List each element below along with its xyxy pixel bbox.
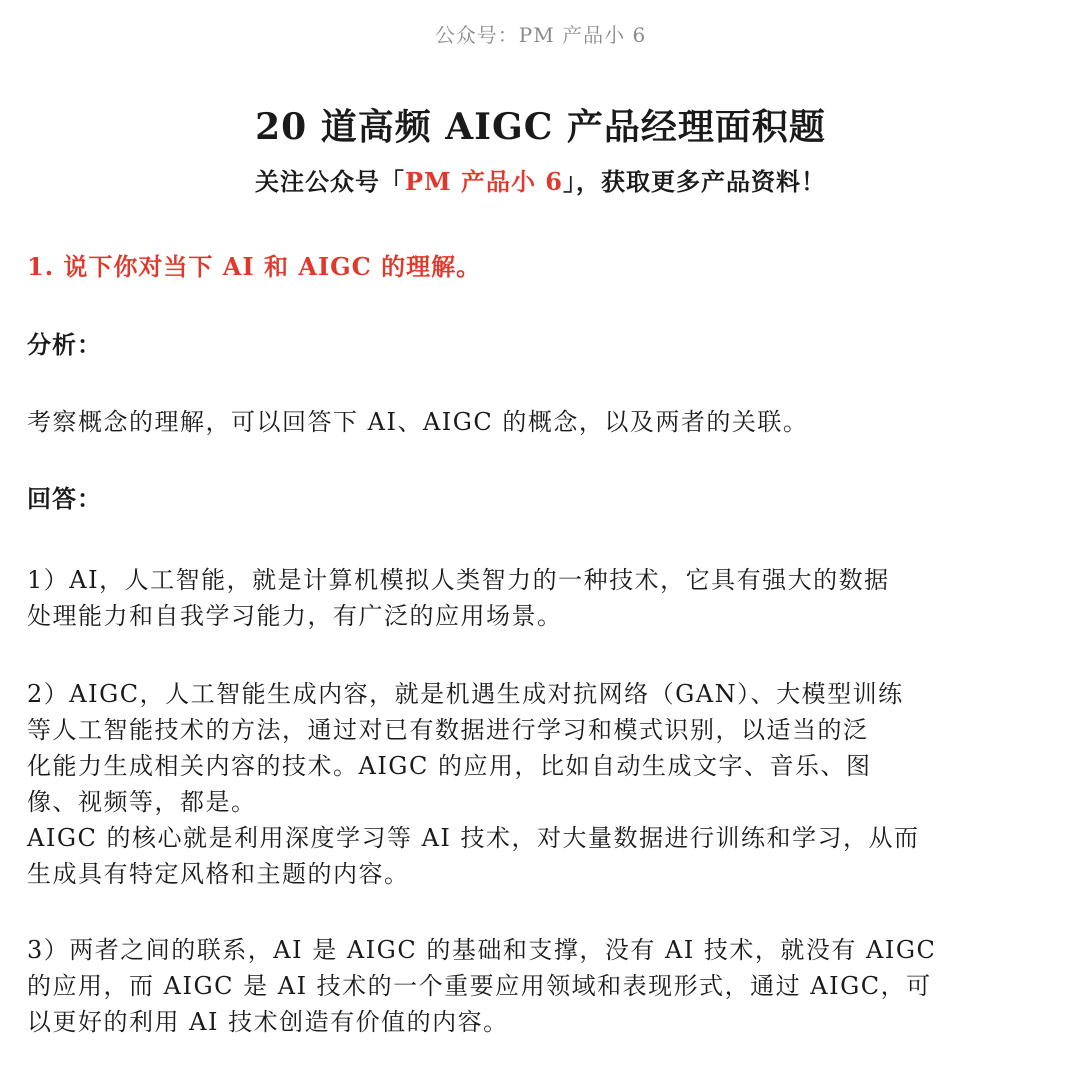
answer-line: 的应用，而 AIGC 是 AI 技术的一个重要应用领域和表现形式，通过 AIGC，可 <box>27 972 932 1000</box>
subtitle <box>27 166 1054 198</box>
analysis-label: 分析： <box>27 330 102 359</box>
analysis-text: 考察概念的理解，可以回答下 AI、AIGC 的概念，以及两者的关联。 <box>27 408 809 436</box>
question-heading: 1. 说下你对当下 AI 和 AIGC 的理解。 <box>27 252 482 281</box>
answer-line: 等人工智能技术的方法，通过对已有数据进行学习和模式识别，以适当的泛 <box>27 716 869 744</box>
answer-line: 3）两者之间的联系，AI 是 AIGC 的基础和支撑，没有 AI 技术，就没有 AIGC <box>27 936 937 964</box>
answer-line: 生成具有特定风格和主题的内容。 <box>27 860 410 888</box>
page-title: 20 道高频 AIGC 产品经理面积题 <box>255 106 826 148</box>
answer-item-3 <box>27 932 1054 1040</box>
answer-line: 1）AI，人工智能，就是计算机模拟人类智力的一种技术，它具有强大的数据 <box>27 566 890 594</box>
answer-line: 像、视频等，都是。 <box>27 788 257 816</box>
subtitle-suffix: 」，获取更多产品资料！ <box>563 167 827 196</box>
answer-item-1 <box>27 562 1054 634</box>
answer-label: 回答： <box>27 484 102 513</box>
header-note: 公众号：PM 产品小 6 <box>434 23 647 47</box>
answer-line: 以更好的利用 AI 技术创造有价值的内容。 <box>27 1008 509 1036</box>
subtitle-prefix: 关注公众号「 <box>254 167 405 196</box>
answer-line: 处理能力和自我学习能力，有广泛的应用场景。 <box>27 602 563 630</box>
answer-line: AIGC 的核心就是利用深度学习等 AI 技术，对大量数据进行训练和学习，从而 <box>27 824 920 852</box>
answer-item-2 <box>27 676 1054 892</box>
answer-line: 2）AIGC，人工智能生成内容，就是机遇生成对抗网络（GAN）、大模型训练 <box>27 680 904 708</box>
subtitle-account-name: PM 产品小 6 <box>404 167 564 196</box>
answer-line: 化能力生成相关内容的技术。AIGC 的应用，比如自动生成文字、音乐、图 <box>27 752 872 780</box>
